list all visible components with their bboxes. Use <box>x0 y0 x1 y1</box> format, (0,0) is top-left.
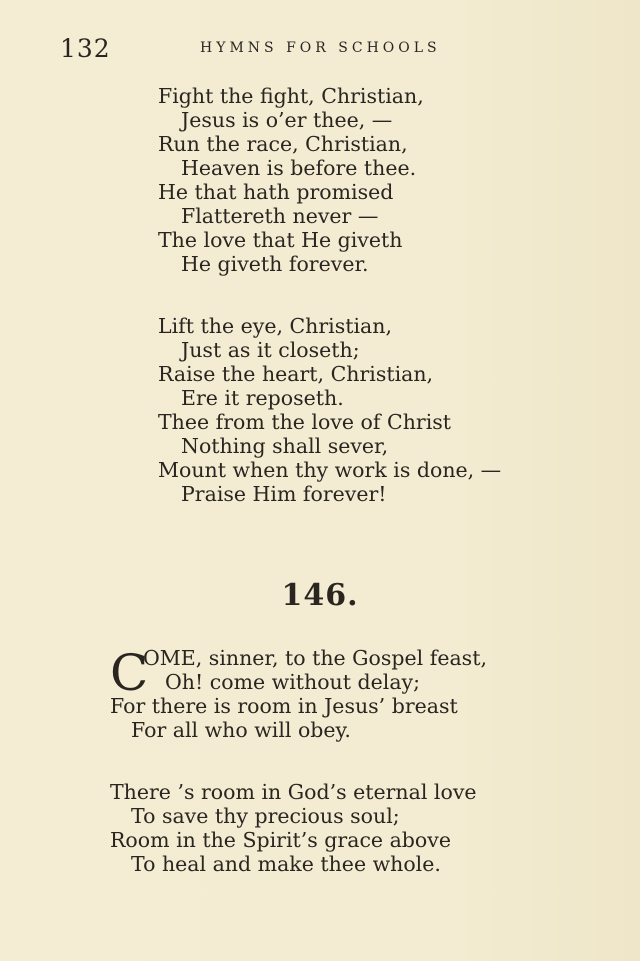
verse-line: There ’s room in God’s eternal love <box>110 780 477 804</box>
verse-line: To save thy precious soul; <box>131 804 400 828</box>
verse-line: Fight the fight, Christian, <box>158 84 424 108</box>
verse-line: Just as it closeth; <box>181 338 360 362</box>
verse-line: Praise Him forever! <box>181 482 387 506</box>
verse-line: Mount when thy work is done, — <box>158 458 502 482</box>
verse-line: Flattereth never — <box>181 204 379 228</box>
verse-line: He giveth forever. <box>181 252 369 276</box>
verse-line: He that hath promised <box>158 180 394 204</box>
page-number: 132 <box>60 34 111 63</box>
verse-line: For there is room in Jesus’ breast <box>110 694 458 718</box>
hymn-number: 146. <box>281 578 359 613</box>
verse-line: To heal and make thee whole. <box>131 852 441 876</box>
running-head: HYMNS FOR SCHOOLS <box>200 40 441 56</box>
verse-line: Nothing shall sever, <box>181 434 389 458</box>
verse-line: Run the race, Christian, <box>158 132 408 156</box>
verse-line: The love that He giveth <box>158 228 403 252</box>
verse-line: Jesus is o’er thee, — <box>181 108 393 132</box>
verse-line-first: OME, sinner, to the Gospel feast, <box>143 646 487 670</box>
verse-line: Lift the eye, Christian, <box>158 314 392 338</box>
verse-line: Ere it reposeth. <box>181 386 344 410</box>
verse-line: For all who will obey. <box>131 718 351 742</box>
verse-line: Oh! come without delay; <box>165 670 421 694</box>
verse-line: Room in the Spirit’s grace above <box>110 828 451 852</box>
drop-cap: C <box>110 644 149 702</box>
verse-line: Thee from the love of Christ <box>158 410 452 434</box>
verse-line: Raise the heart, Christian, <box>158 362 434 386</box>
verse-line: Heaven is before thee. <box>181 156 417 180</box>
